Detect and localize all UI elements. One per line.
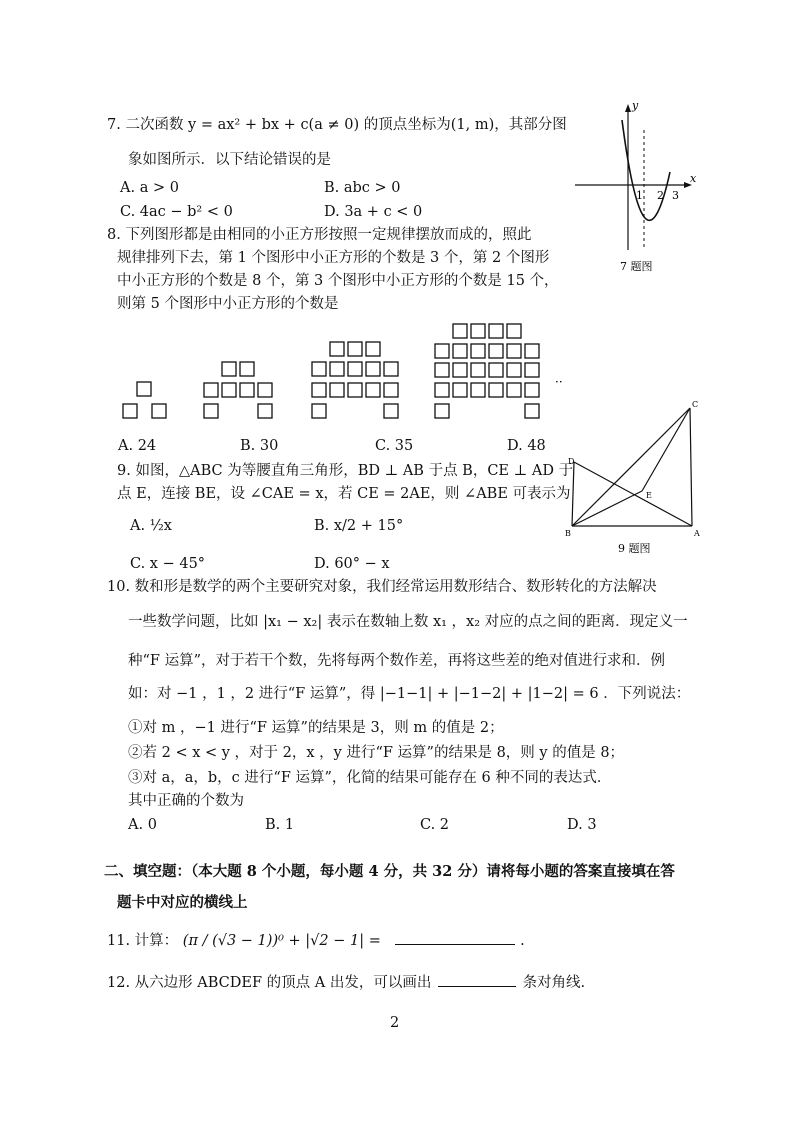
section-2-heading-line2: 题卡中对应的横线上 [117, 894, 248, 911]
q9-label-d: D [568, 457, 575, 466]
q9-line2: 点 E，连接 BE，设 ∠CAE = x，若 CE = 2AE，则 ∠ABE 可表示为 [117, 486, 571, 502]
q11-answer-blank[interactable] [395, 930, 515, 945]
q8-option-c: C. 35 [375, 438, 414, 454]
q12-prefix: 12. 从六边形 ABCDEF 的顶点 A 出发，可以画出 [107, 975, 432, 991]
q8-ellipsis: ·· [555, 375, 563, 389]
q11-suffix: . [520, 933, 525, 949]
q10-item-2: ②若 2 < x < y ，对于 2，x ，y 进行“F 运算”的结果是 8，则 y 的值是 8； [128, 745, 625, 761]
q8-option-d: D. 48 [507, 438, 546, 454]
q10-line2: 一些数学问题，比如 |x₁ − x₂| 表示在数轴上数 x₁ ，x₂ 对应的点之间的距离．现定义一 [128, 614, 688, 630]
q9-figure-caption: 9 题图 [618, 542, 651, 555]
q12-line [107, 972, 585, 993]
q11-prefix: 11. 计算： [107, 933, 179, 949]
q9-label-a: A [694, 529, 700, 538]
q7-line1: 7. 二次函数 y = ax² + bx + c(a ≠ 0) 的顶点坐标为(1, m)，其部分图 [107, 117, 567, 133]
q7-tick-2: 2 [657, 189, 664, 202]
q8-line3: 中小正方形的个数是 8 个，第 3 个图形中小正方形的个数是 15 个， [117, 273, 559, 289]
q10-line3: 种“F 运算”，对于若干个数，先将每两个数作差，再将这些差的绝对值进行求和．例 [128, 653, 665, 669]
section-2-heading-line1: 二、填空题：（本大题 8 个小题，每小题 4 分，共 32 分）请将每小题的答案直接填在答 [104, 863, 675, 880]
q7-parabola-figure [570, 100, 700, 280]
q10-option-c: C. 2 [420, 817, 450, 833]
q9-line1: 9. 如图，△ABC 为等腰直角三角形，BD ⊥ AB 于点 B，CE ⊥ AD 于 [117, 463, 574, 479]
q10-option-b: B. 1 [265, 817, 295, 833]
q8-line1: 8. 下列图形都是由相同的小正方形按照一定规律摆放而成的，照此 [107, 227, 532, 243]
q9-option-a: A. ½x [130, 518, 172, 534]
q12-suffix: 条对角线. [522, 975, 586, 991]
q7-line2: 象如图所示．以下结论错误的是 [128, 152, 331, 168]
q7-option-b: B. abc > 0 [324, 180, 401, 196]
q10-item-3: ③对 a，a，b，c 进行“F 运算”，化简的结果可能存在 6 种不同的表达式． [128, 770, 612, 786]
q9-label-e: E [646, 491, 652, 500]
q9-option-d: D. 60° − x [314, 556, 390, 572]
q7-x-label: x [690, 172, 697, 185]
q11-expression: (π / (√3 − 1))⁰ + |√2 − 1| = [182, 933, 381, 949]
q10-item-1: ①对 m ，−1 进行“F 运算”的结果是 3，则 m 的值是 2； [128, 720, 504, 736]
q8-option-b: B. 30 [240, 438, 279, 454]
q7-tick-3: 3 [672, 189, 679, 202]
q7-option-d: D. 3a + c < 0 [324, 204, 423, 220]
q7-option-c: C. 4ac − b² < 0 [120, 204, 233, 220]
q7-option-a: A. a > 0 [120, 180, 179, 196]
q10-option-a: A. 0 [128, 817, 157, 833]
q9-triangle-figure [562, 398, 712, 558]
q9-label-c: C [692, 400, 699, 409]
q9-option-c: C. x − 45° [130, 556, 206, 572]
q8-pattern-figures [115, 320, 585, 430]
q10-line1: 10. 数和形是数学的两个主要研究对象，我们经常运用数形结合、数形转化的方法解决 [107, 579, 657, 595]
q11-line [107, 930, 525, 951]
q8-line2: 规律排列下去，第 1 个图形中小正方形的个数是 3 个，第 2 个图形 [117, 250, 550, 266]
q10-line4: 如：对 −1 ，1 ，2 进行“F 运算”，得 |−1−1| + |−1−2| + |1−2| = 6 ．下列说法： [128, 686, 691, 702]
q8-line4: 则第 5 个图形中小正方形的个数是 [117, 296, 339, 312]
page-number: 2 [390, 1015, 400, 1031]
q10-question: 其中正确的个数为 [128, 793, 244, 809]
q7-tick-1: 1 [636, 189, 643, 202]
q9-option-b: B. x/2 + 15° [314, 518, 404, 534]
q9-label-b: B [565, 529, 571, 538]
q10-option-d: D. 3 [567, 817, 597, 833]
q7-y-label: y [632, 100, 639, 112]
q8-option-a: A. 24 [118, 438, 157, 454]
q12-answer-blank[interactable] [438, 972, 516, 987]
q7-figure-caption: 7 题图 [620, 260, 653, 273]
